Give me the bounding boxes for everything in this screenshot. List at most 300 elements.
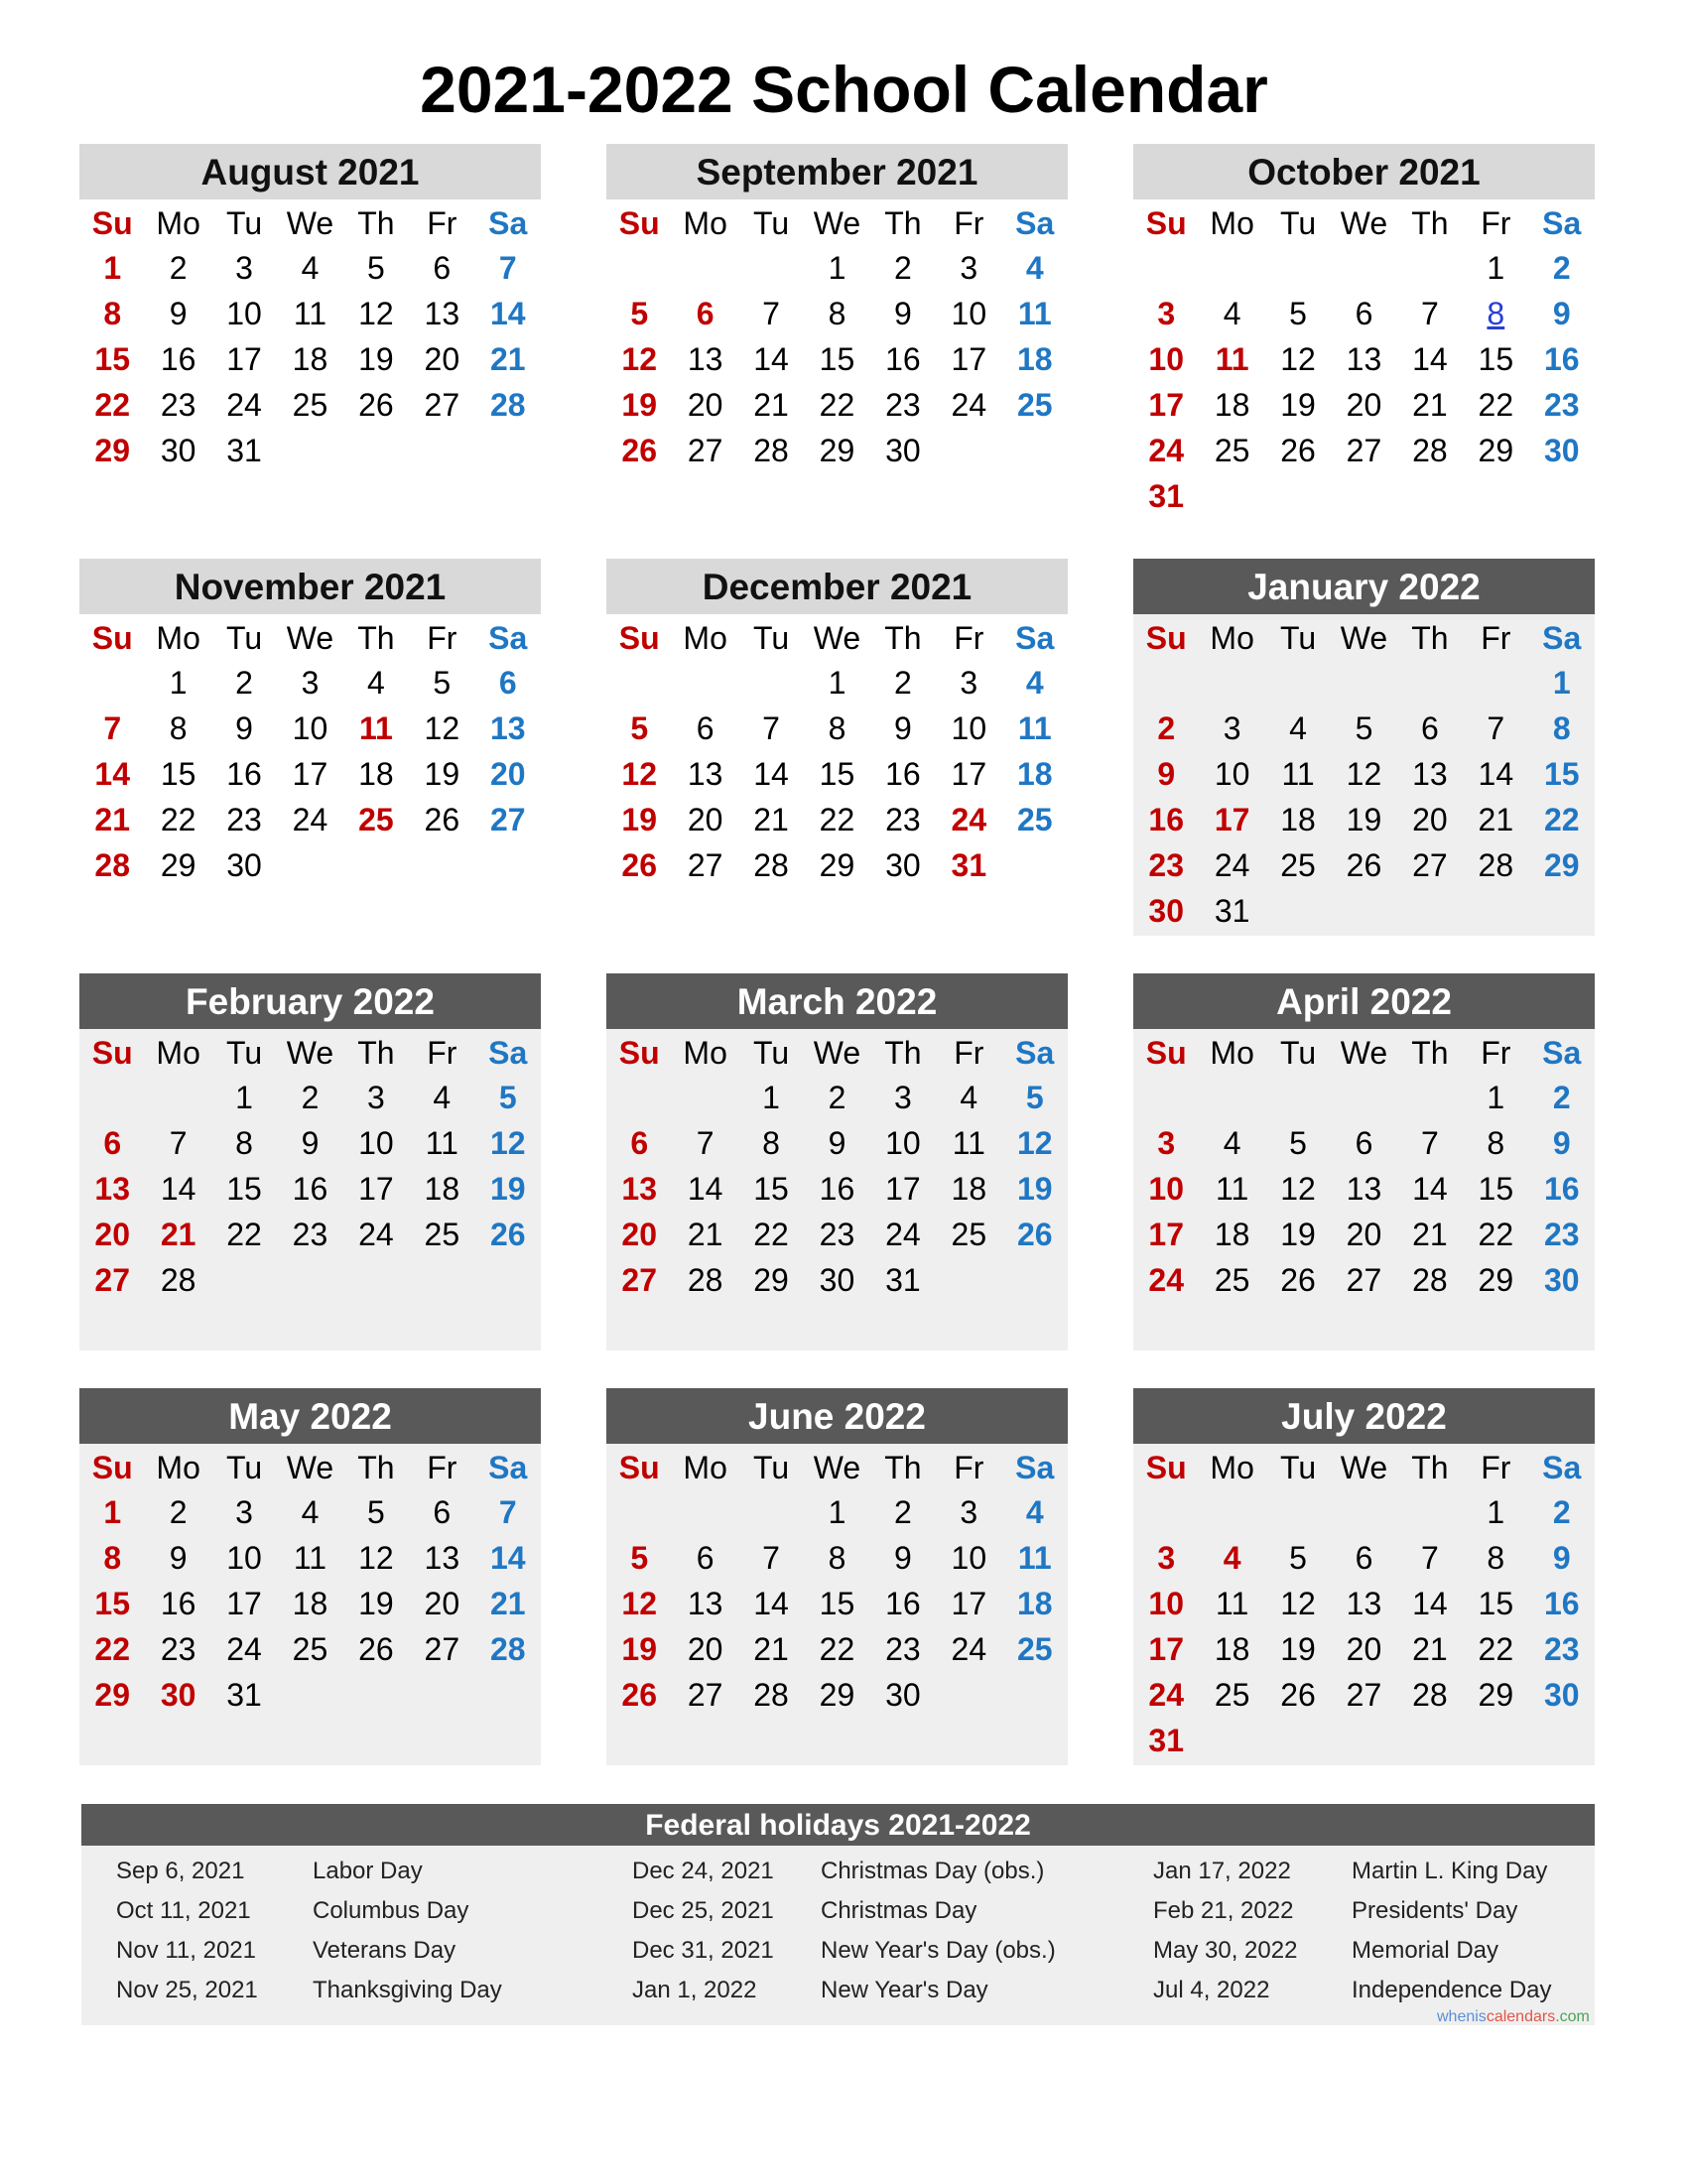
day-cell: 20: [687, 387, 723, 423]
weekday-label: Fr: [427, 1035, 457, 1071]
day-cell: 5: [367, 1494, 385, 1530]
weekday-label: We: [813, 1035, 861, 1071]
day-cell: 21: [94, 802, 130, 837]
weekday-label: Su: [1145, 620, 1187, 656]
month-title: November 2021: [79, 559, 541, 614]
day-cell: 6: [433, 1494, 452, 1530]
holiday-name: Columbus Day: [313, 1897, 469, 1924]
day-cell: 24: [951, 387, 987, 423]
day-cell: 7: [498, 1494, 517, 1530]
weekday-label: Su: [91, 1450, 133, 1485]
day-cell: 30: [1543, 433, 1580, 468]
day-cell: 26: [1280, 1262, 1316, 1298]
day-cell: 20: [1346, 1631, 1382, 1667]
day-cell: 12: [621, 341, 657, 377]
day-cell: 10: [1148, 341, 1184, 377]
day-cell: 13: [1346, 1171, 1382, 1207]
day-cell: 9: [828, 1125, 846, 1161]
weekday-label: Fr: [1481, 205, 1511, 241]
day-cell: 22: [819, 802, 855, 837]
day-cell: 20: [1412, 802, 1448, 837]
day-cell: 5: [498, 1080, 517, 1115]
weekday-label: We: [286, 1035, 334, 1071]
weekday-label: Tu: [1279, 205, 1317, 241]
weekday-label: We: [1340, 1450, 1388, 1485]
day-cell: 9: [1157, 756, 1176, 792]
day-cell: 29: [753, 1262, 789, 1298]
day-cell: 11: [1017, 710, 1052, 746]
days-grid: [606, 660, 1068, 888]
day-cell: 6: [696, 710, 714, 746]
holiday-name: Veterans Day: [313, 1937, 456, 1964]
day-cell: 21: [1412, 387, 1448, 423]
day-cell: 26: [358, 387, 394, 423]
weekday-label: Mo: [156, 205, 200, 241]
day-cell: 29: [94, 1677, 130, 1713]
day-cell: 21: [753, 387, 789, 423]
day-cell: 12: [358, 296, 394, 331]
day-cell: 30: [1148, 893, 1184, 929]
day-cell: 2: [1552, 250, 1571, 286]
weekday-label: Th: [884, 620, 922, 656]
empty-day-cell: [1397, 660, 1463, 706]
day-cell: 27: [424, 1631, 460, 1667]
day-cell: 16: [160, 1586, 196, 1621]
day-cell: 22: [1478, 1631, 1514, 1667]
empty-day-cell: [672, 1489, 737, 1535]
day-cell: 15: [160, 756, 196, 792]
day-cell: 17: [292, 756, 328, 792]
day-cell: 14: [1478, 756, 1514, 792]
day-cell: 16: [292, 1171, 328, 1207]
weekday-label: Mo: [156, 620, 200, 656]
day-cell: 17: [226, 341, 262, 377]
day-cell: 1: [103, 250, 122, 286]
empty-day-cell: [672, 245, 737, 291]
holiday-name: Presidents' Day: [1352, 1897, 1518, 1924]
day-cell: 18: [1214, 1217, 1250, 1252]
day-cell: 25: [1016, 387, 1053, 423]
weekday-header: [1133, 1029, 1595, 1075]
day-cell: 4: [1223, 1125, 1241, 1161]
empty-day-cell: [1397, 1075, 1463, 1120]
days-grid: [606, 1489, 1068, 1718]
weekday-label: Su: [91, 620, 133, 656]
day-cell: 25: [1280, 847, 1316, 883]
month-title: July 2022: [1133, 1388, 1595, 1444]
day-cell: 4: [1025, 1494, 1044, 1530]
empty-day-cell: [1397, 245, 1463, 291]
day-cell: 17: [951, 341, 987, 377]
day-cell: 9: [235, 710, 253, 746]
day-cell: 13: [489, 710, 526, 746]
day-cell: 30: [226, 847, 262, 883]
holiday-name: New Year's Day: [821, 1977, 988, 2003]
day-cell: 18: [1016, 756, 1053, 792]
day-cell: 13: [424, 1540, 460, 1576]
weekday-label: Sa: [488, 1450, 528, 1485]
day-cell: 14: [687, 1171, 723, 1207]
credit-link[interactable]: [1437, 2007, 1590, 2027]
day-cell: 5: [1025, 1080, 1044, 1115]
day-cell: 20: [424, 341, 460, 377]
day-cell: 17: [885, 1171, 921, 1207]
day-cell: 7: [762, 296, 780, 331]
day-cell: 15: [1478, 341, 1514, 377]
day-cell: 15: [94, 1586, 130, 1621]
day-cell: 13: [1412, 756, 1448, 792]
day-cell: 24: [885, 1217, 921, 1252]
day-cell: 29: [1478, 1677, 1514, 1713]
day-cell: 7: [1421, 1125, 1439, 1161]
day-cell: 29: [1543, 847, 1580, 883]
day-cell: 10: [1148, 1171, 1184, 1207]
day-cell: 21: [1412, 1217, 1448, 1252]
day-cell: 26: [1346, 847, 1382, 883]
weekday-label: Su: [618, 1450, 660, 1485]
day-cell: 14: [753, 341, 789, 377]
day-cell: 31: [1214, 893, 1250, 929]
day-cell: 3: [301, 665, 320, 701]
day-cell: 8: [103, 296, 122, 331]
day-cell: 13: [621, 1171, 657, 1207]
day-cell: 11: [425, 1125, 458, 1161]
holiday-date: Jan 17, 2022: [1153, 1858, 1291, 1884]
day-cell: 20: [1346, 387, 1382, 423]
weekday-label: We: [813, 1450, 861, 1485]
weekday-label: Su: [1145, 1450, 1187, 1485]
day-cell: 23: [1543, 1217, 1580, 1252]
weekday-label: Tu: [1279, 620, 1317, 656]
day-cell: 5: [1289, 296, 1307, 331]
holiday-row: [116, 1931, 553, 1971]
day-cell: 4: [1025, 250, 1044, 286]
day-link[interactable]: 8: [1487, 296, 1505, 331]
day-cell: 3: [235, 250, 253, 286]
day-cell: 22: [94, 1631, 130, 1667]
day-cell: 23: [885, 802, 921, 837]
day-cell: 2: [169, 1494, 188, 1530]
days-grid: [1133, 245, 1595, 519]
day-cell: 4: [1223, 296, 1241, 331]
empty-day-cell: [1331, 245, 1396, 291]
day-cell: 24: [951, 1631, 987, 1667]
day-cell: 19: [621, 387, 657, 423]
day-cell: 1: [828, 250, 846, 286]
month-calendar: [1133, 1388, 1595, 1765]
day-cell: 24: [226, 1631, 262, 1667]
day-cell: 19: [1346, 802, 1382, 837]
day-cell: 15: [819, 756, 855, 792]
day-cell: 27: [489, 802, 526, 837]
weekday-header: [79, 1029, 541, 1075]
day-cell: 30: [160, 1677, 196, 1713]
credit-part-2: calendars: [1486, 2008, 1556, 2025]
empty-day-cell: [1265, 1489, 1331, 1535]
day-cell: 18: [424, 1171, 460, 1207]
holiday-date: May 30, 2022: [1153, 1937, 1298, 1964]
day-cell: 11: [293, 1540, 327, 1576]
weekday-header: [79, 614, 541, 660]
day-cell: 1: [1552, 665, 1571, 701]
day-cell: 22: [94, 387, 130, 423]
day-cell: 11: [293, 296, 327, 331]
day-cell: 12: [621, 1586, 657, 1621]
day-cell: 5: [630, 1540, 649, 1576]
day-cell: 19: [489, 1171, 526, 1207]
weekday-header: [1133, 1444, 1595, 1489]
weekday-label: Su: [618, 1035, 660, 1071]
day-cell: 5: [1355, 710, 1373, 746]
weekday-label: Fr: [954, 1035, 984, 1071]
day-cell: 7: [103, 710, 122, 746]
weekday-label: Mo: [683, 620, 727, 656]
weekday-label: Tu: [752, 205, 790, 241]
day-cell: 22: [1478, 387, 1514, 423]
day-cell: 29: [819, 847, 855, 883]
weekday-header: [1133, 614, 1595, 660]
holidays-column: [116, 1852, 553, 2010]
weekday-label: Su: [618, 205, 660, 241]
day-cell: 2: [894, 1494, 912, 1530]
day-cell: 16: [226, 756, 262, 792]
month-calendar: [606, 559, 1068, 936]
day-cell: 2: [1552, 1080, 1571, 1115]
holiday-row: [116, 1971, 553, 2010]
day-cell: 6: [433, 250, 452, 286]
day-cell: 2: [894, 250, 912, 286]
day-cell: 9: [301, 1125, 320, 1161]
day-cell: 4: [1025, 665, 1044, 701]
day-cell: 28: [489, 387, 526, 423]
weekday-label: Th: [1411, 205, 1449, 241]
day-cell: 9: [894, 296, 912, 331]
day-cell: 4: [1289, 710, 1307, 746]
day-cell: 25: [1214, 1262, 1250, 1298]
days-grid: [606, 245, 1068, 473]
day-cell: 5: [367, 250, 385, 286]
holiday-date: Dec 31, 2021: [632, 1937, 774, 1964]
day-cell: 31: [951, 847, 987, 883]
day-cell: 23: [1543, 1631, 1580, 1667]
day-cell: 4: [1223, 1540, 1241, 1576]
day-cell: 3: [894, 1080, 912, 1115]
day-cell: 17: [226, 1586, 262, 1621]
month-title: May 2022: [79, 1388, 541, 1444]
day-cell: 12: [1346, 756, 1382, 792]
weekday-label: Fr: [427, 205, 457, 241]
month-title: April 2022: [1133, 973, 1595, 1029]
month-calendar: [606, 144, 1068, 521]
day-cell: 7: [696, 1125, 714, 1161]
month-calendar: [79, 973, 541, 1350]
day-cell: 16: [1543, 1586, 1580, 1621]
day-cell: 6: [1355, 1125, 1373, 1161]
empty-day-cell: [606, 660, 672, 706]
weekday-label: Su: [91, 205, 133, 241]
weekday-label: Th: [884, 1035, 922, 1071]
day-cell: 30: [1543, 1262, 1580, 1298]
weekday-header: [606, 1444, 1068, 1489]
day-cell: 1: [103, 1494, 122, 1530]
empty-day-cell: [738, 660, 804, 706]
holiday-name: Independence Day: [1352, 1977, 1552, 2003]
day-cell: 15: [1543, 756, 1580, 792]
day-cell: 20: [1346, 1217, 1382, 1252]
federal-holidays-panel: [81, 1804, 1595, 2025]
day-cell: 23: [160, 387, 196, 423]
day-cell: 11: [1017, 296, 1052, 331]
day-cell: 15: [94, 341, 130, 377]
day-cell: 27: [94, 1262, 130, 1298]
day-cell: 19: [1280, 387, 1316, 423]
day-cell: 22: [753, 1217, 789, 1252]
day-cell: 28: [753, 1677, 789, 1713]
day-cell: 28: [489, 1631, 526, 1667]
day-cell: 4: [960, 1080, 978, 1115]
day-cell: 10: [885, 1125, 921, 1161]
day-cell: 18: [951, 1171, 987, 1207]
weekday-label: Fr: [427, 1450, 457, 1485]
weekday-label: Tu: [225, 620, 263, 656]
weekday-label: We: [286, 620, 334, 656]
weekday-label: Sa: [1015, 620, 1055, 656]
day-cell: 12: [489, 1125, 526, 1161]
weekday-label: Mo: [683, 205, 727, 241]
day-cell: 19: [424, 756, 460, 792]
day-cell: 27: [687, 433, 723, 468]
day-cell: 12: [1016, 1125, 1053, 1161]
day-cell: 9: [894, 1540, 912, 1576]
day-cell: 3: [1157, 1540, 1176, 1576]
day-cell: 28: [687, 1262, 723, 1298]
days-grid: [1133, 660, 1595, 934]
day-cell: 22: [819, 387, 855, 423]
day-cell: 30: [1543, 1677, 1580, 1713]
day-cell: 29: [819, 433, 855, 468]
day-cell: 21: [1478, 802, 1514, 837]
day-cell: 16: [885, 1586, 921, 1621]
day-cell: 3: [1157, 296, 1176, 331]
day-cell: 3: [1223, 710, 1241, 746]
day-cell: 1: [235, 1080, 253, 1115]
day-cell: 11: [1215, 341, 1249, 377]
day-cell: 11: [1216, 1586, 1249, 1621]
days-grid: [1133, 1075, 1595, 1303]
weekday-label: Mo: [1210, 1450, 1254, 1485]
day-cell: 2: [828, 1080, 846, 1115]
weekday-label: Tu: [1279, 1035, 1317, 1071]
weekday-label: Su: [91, 1035, 133, 1071]
days-grid: [79, 660, 541, 888]
empty-day-cell: [738, 245, 804, 291]
day-cell: 2: [1157, 710, 1176, 746]
day-cell: 26: [1016, 1217, 1053, 1252]
empty-day-cell: [606, 1489, 672, 1535]
day-cell: 14: [489, 1540, 526, 1576]
day-cell: 21: [489, 1586, 526, 1621]
empty-day-cell: [79, 660, 145, 706]
day-cell: 22: [160, 802, 196, 837]
day-cell: 9: [894, 710, 912, 746]
day-cell: 30: [885, 847, 921, 883]
day-cell: 25: [951, 1217, 987, 1252]
day-cell: 1: [169, 665, 188, 701]
day-cell: 6: [696, 1540, 714, 1576]
holiday-name: New Year's Day (obs.): [821, 1937, 1056, 1964]
day-cell: 8: [762, 1125, 780, 1161]
empty-day-cell: [1463, 660, 1528, 706]
month-title: October 2021: [1133, 144, 1595, 199]
month-calendar: [79, 144, 541, 521]
day-cell: 13: [687, 756, 723, 792]
holiday-name: Christmas Day (obs.): [821, 1858, 1045, 1884]
day-cell: 22: [1478, 1217, 1514, 1252]
days-grid: [79, 1489, 541, 1718]
day-cell: 10: [1214, 756, 1250, 792]
day-cell: 28: [753, 847, 789, 883]
day-cell: 24: [1148, 433, 1184, 468]
holiday-row: [1153, 1891, 1590, 1931]
day-cell: 9: [1552, 1540, 1571, 1576]
day-cell: 15: [753, 1171, 789, 1207]
day-cell: 24: [951, 802, 987, 837]
day-cell: 1: [762, 1080, 780, 1115]
day-cell: 24: [292, 802, 328, 837]
day-cell: 16: [819, 1171, 855, 1207]
month-title: February 2022: [79, 973, 541, 1029]
day-cell: 15: [226, 1171, 262, 1207]
day-cell: 6: [1355, 1540, 1373, 1576]
day-cell: 23: [160, 1631, 196, 1667]
weekday-label: Th: [884, 205, 922, 241]
holiday-row: [116, 1852, 553, 1891]
day-cell: 10: [951, 1540, 987, 1576]
weekday-label: Th: [1411, 620, 1449, 656]
day-cell: 7: [762, 1540, 780, 1576]
day-cell: 7: [762, 710, 780, 746]
day-cell: 19: [358, 341, 394, 377]
day-cell[interactable]: [1463, 291, 1528, 336]
day-cell: 29: [160, 847, 196, 883]
weekday-header: [606, 1029, 1068, 1075]
empty-day-cell: [79, 1075, 145, 1120]
day-cell: 9: [169, 1540, 188, 1576]
day-cell: 18: [1214, 387, 1250, 423]
days-grid: [1133, 1489, 1595, 1763]
day-cell: 25: [292, 1631, 328, 1667]
day-cell: 14: [753, 1586, 789, 1621]
weekday-label: We: [1340, 620, 1388, 656]
month-title: August 2021: [79, 144, 541, 199]
day-cell: 12: [358, 1540, 394, 1576]
day-cell: 22: [819, 1631, 855, 1667]
month-calendar: [79, 1388, 541, 1765]
day-cell: 6: [103, 1125, 122, 1161]
day-cell: 26: [1280, 433, 1316, 468]
month-calendar: [606, 1388, 1068, 1765]
empty-day-cell: [1199, 245, 1264, 291]
day-cell: 27: [621, 1262, 657, 1298]
day-cell: 1: [1487, 1494, 1505, 1530]
day-cell: 20: [489, 756, 526, 792]
month-title: December 2021: [606, 559, 1068, 614]
weekday-label: Th: [1411, 1035, 1449, 1071]
weekday-label: Th: [884, 1450, 922, 1485]
day-cell: 25: [1016, 1631, 1053, 1667]
day-cell: 31: [1148, 1723, 1184, 1758]
month-title: June 2022: [606, 1388, 1068, 1444]
